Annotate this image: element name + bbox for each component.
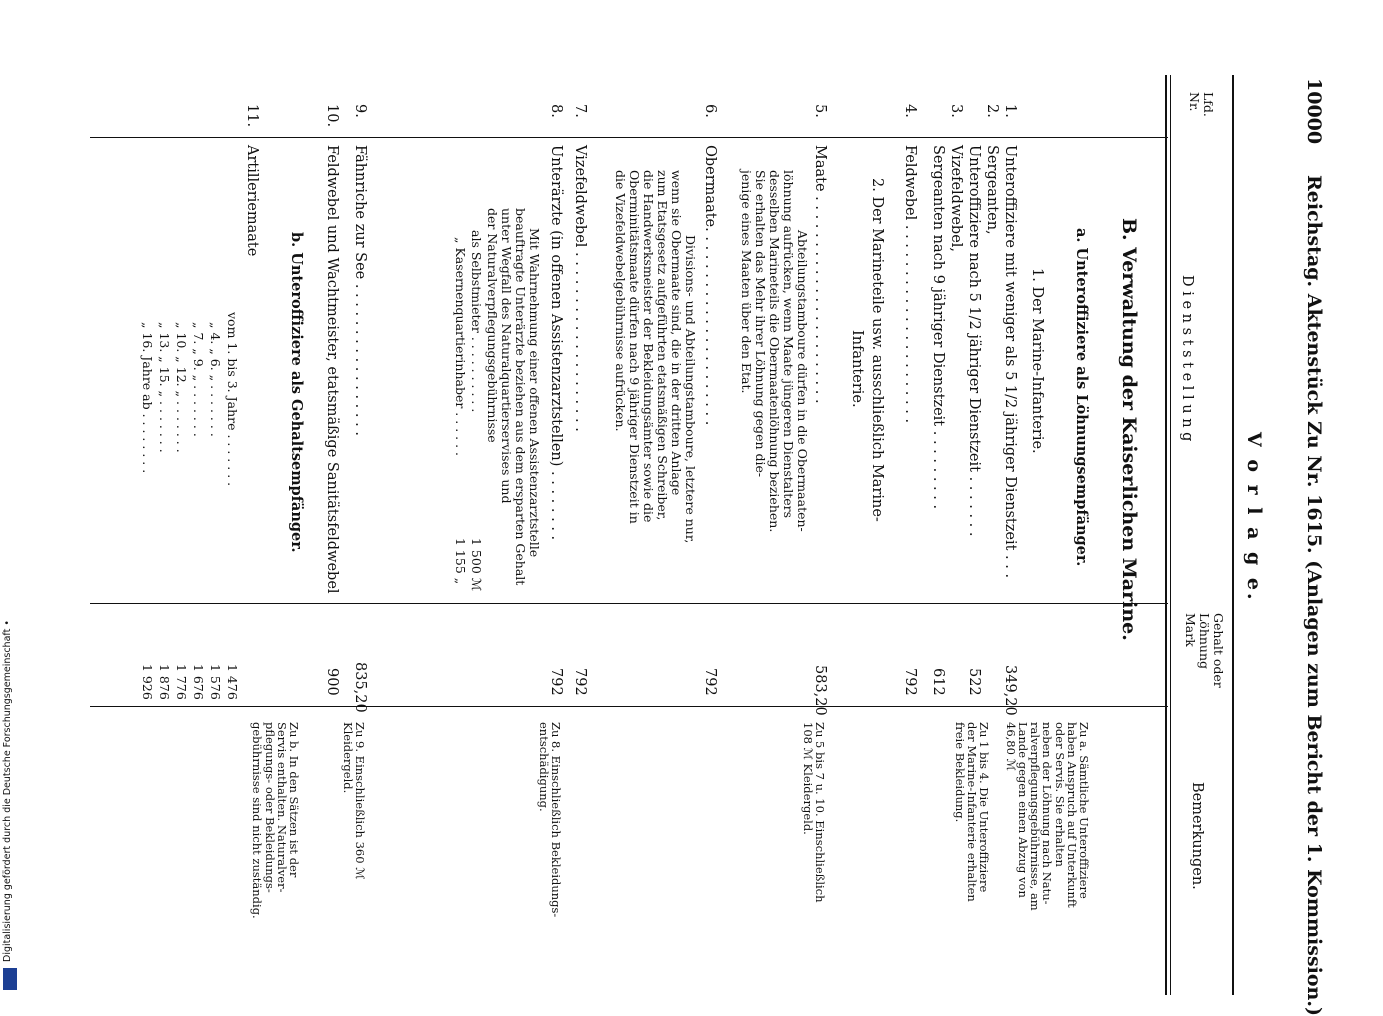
subsection-a1: 1. Der Marine-Infanterie. <box>1029 268 1045 454</box>
row-6-note-line: Divisions- und Abteilungstamboure, letztere nur, <box>683 235 698 544</box>
row-6-text: Obermaate. . . . . . . . . . . . . . . . . . . . . . <box>702 145 718 426</box>
row-11-grade-label: „ 7. „ 9. „ . . . . . . . <box>191 322 206 437</box>
row-8-sub-label: als Selbstmieter . . . . . . . . . . <box>469 230 484 413</box>
section-title: B. Verwaltung der Kaiserlichen Marine. <box>1118 218 1140 641</box>
row-8-note-line: unter Wegfall des Naturalquartierservises und <box>499 208 514 504</box>
row-4-value: 792 <box>902 668 918 696</box>
remark-line: Zu 1 bis 4. Die Unteroffiziere <box>977 722 991 893</box>
subsection-a2-line2: Infanterie. <box>849 330 865 408</box>
remark-line: pflegungs- oder Bekleidungs- <box>262 722 277 893</box>
row-5-note-line: jenige eines Maaten über den Etat. <box>739 170 754 394</box>
row-11-grade-label: „ 16. Jahre ab . . . . . . . . <box>140 322 155 474</box>
row-6-nr: 6. <box>702 104 718 118</box>
remark-line: oder Servis. Sie erhalten <box>1052 722 1067 867</box>
page-title: Reichstag. Aktenstück Zu Nr. 1615. (Anlagen zum Bericht der 1. Kommission.) <box>1303 175 1325 1016</box>
doc-label: V o r l a g e. <box>1243 432 1265 603</box>
row-1-text: Unteroffiziere mit weniger als 5 1/2 jähriger Dienstzeit . . . <box>1002 145 1018 579</box>
row-8-sub-label: „ Kasernenquartierinhaber . . . . . . <box>453 237 468 457</box>
subsection-a: a. Unteroffiziere als Löhnungsempfänger. <box>1073 228 1090 567</box>
remark-line: ralverpflegungsgebührnisse, am <box>1028 722 1043 911</box>
row-4-nr: 4. <box>902 104 918 118</box>
page-number: 10000 <box>1303 78 1325 145</box>
footer-credit: Digitalisierung gefördert durch die Deutsche Forschungsgemeinschaft • <box>2 620 13 962</box>
row-2-nr: 2. <box>984 104 1000 118</box>
row-8-note-line: der Naturalverpflegungsgebührnisse <box>485 208 500 443</box>
row-11-grade-label: vom 1. bis 3. Jahre . . . . . . . <box>225 312 240 487</box>
row-7-nr: 7. <box>572 104 588 118</box>
remark-5-7 <box>802 722 826 903</box>
row-6-note-line: Oberminitätsmaate dürfen nach 9 jähriger Dienstzeit in <box>627 170 642 524</box>
row-2-text: Sergeanten, <box>984 145 1000 235</box>
row-6-value: 792 <box>702 668 718 696</box>
row-5-note-line: desselben Marineteils die Obermaatenlöhnung beziehen. <box>767 170 782 533</box>
row-5-note-line: löhnung aufrücken, wenn Maate jüngeren Dienstalters <box>781 170 796 519</box>
table-outer-rule <box>1170 75 1171 995</box>
remark-9 <box>342 722 366 880</box>
row-7-text: Vizefeldwebel . . . . . . . . . . . . . . . . . . . . <box>572 145 588 432</box>
remark-line: Zu 8. Einschließlich Bekleidungs- <box>549 722 563 918</box>
row-11-grade-value: 1 776 <box>174 664 189 700</box>
row-3-text-2: Sergeanten nach 9 jähriger Dienstzeit . . . . . . . . . <box>930 145 946 510</box>
remark-line: der Marine-Infanterie erhalten <box>964 722 979 902</box>
remark-line: haben Anspruch auf Unterkunft <box>1064 722 1079 908</box>
remark-line: Zu 5 bis 7 u. 10. Einschließlich <box>813 722 827 903</box>
row-11-grade-value: 1 676 <box>191 664 206 700</box>
row-6-note-line: die Handwerksmeister der Bekleidungsämter sowie die <box>641 170 656 523</box>
remark-1-4 <box>953 722 990 902</box>
subsection-a2-line1: 2. Der Marineteile usw. ausschließlich Marine- <box>869 178 885 522</box>
row-8-value: 792 <box>548 668 564 696</box>
col-header-lfd-nr: Lfd. Nr. <box>1187 92 1216 117</box>
remark-line: Zu 9. Einschließlich 360 ℳ <box>353 722 367 880</box>
row-10-nr: 10. <box>324 104 340 128</box>
remark-line: neben der Löhnung nach Natu- <box>1040 722 1055 905</box>
nr-column-rule <box>90 137 1168 138</box>
col-header-gehalt: Gehalt oder Löhnung Mark <box>1183 613 1226 688</box>
row-11-text: Artilleriemaate <box>244 145 260 257</box>
row-11-grade-label: „ 13. „ 15. „ . . . . . . . <box>157 322 172 453</box>
row-5-note-line: Abteilungstamboure dürfen in die Obermaaten- <box>795 230 810 532</box>
col-header-dienststellung: D i e n s t s t e l l u n g <box>1179 275 1195 442</box>
remark-line: Lande gegen einen Abzug von <box>1015 722 1030 898</box>
row-9-nr: 9. <box>352 104 368 118</box>
remark-line: 108 ℳ Kleidergeld. <box>800 722 815 835</box>
row-11-nr: 11. <box>244 104 260 128</box>
row-11-grade-value: 1 576 <box>208 664 223 700</box>
row-2-value: 522 <box>966 668 982 696</box>
value-column-rule-left <box>90 603 1168 604</box>
row-8-sub-amount: 1 155 „ <box>453 538 468 585</box>
row-9-text: Fähnriche zur See . . . . . . . . . . . . . . . . . <box>352 145 368 436</box>
remark-line: Kleidergeld. <box>340 722 355 794</box>
row-8-sub-amount: 1 500 ℳ <box>469 538 484 592</box>
row-6-note-line: die Vizefeldwebelgebührnisse aufrücken. <box>613 170 628 432</box>
row-3-text: Vizefeldwebel, <box>948 145 964 253</box>
remark-line: Zu b. In den Sätzen ist der <box>287 722 301 878</box>
remark-b <box>251 722 300 919</box>
row-8-note-line: beauftragte Unterärzte beziehen aus dem ersparten Gehalt <box>513 208 528 586</box>
row-5-nr: 5. <box>812 104 828 118</box>
row-11-grade-label: „ 10. „ 12. „ . . . . . . . <box>174 322 189 453</box>
remark-line: freie Bekleidung. <box>952 722 967 823</box>
row-8-text: Unterärzte (in offenen Assistenzarztstellen) . . . . . . . . <box>548 145 564 541</box>
row-11-grade-value: 1 876 <box>157 664 172 700</box>
subsection-b: b. Unteroffiziere als Gehaltsempfänger. <box>288 232 305 553</box>
row-3-nr: 3. <box>948 104 964 118</box>
row-10-text: Feldwebel und Wachtmeister, etatsmäßige Sanitätsfeldwebel <box>324 145 340 594</box>
row-11-grade-value: 1 476 <box>225 664 240 700</box>
col-header-bemerkungen: Bemerkungen. <box>1189 782 1205 890</box>
row-7-value: 792 <box>572 668 588 696</box>
row-2-text-2: Unteroffiziere nach 5 1/2 jähriger Dienstzeit . . . . . . . <box>966 145 982 537</box>
remark-line: Servis enthalten. Naturalver- <box>274 722 289 893</box>
row-11-grade-label: „ 4. „ 6. „ . . . . . . . <box>208 322 223 437</box>
row-1-nr: 1. <box>1002 104 1018 118</box>
row-5-note-line: Sie erhalten das Mehr ihrer Löhnung gegen die- <box>753 170 768 478</box>
column-header-rule <box>1165 75 1167 995</box>
row-3-value: 612 <box>930 668 946 696</box>
row-6-note-line: zum Etatsgesetz aufgeführten etatsmäßigen Schreiber, <box>655 170 670 521</box>
row-4-text: Feldwebel . . . . . . . . . . . . . . . . . . . . . . <box>902 145 918 424</box>
row-8-nr: 8. <box>548 104 564 118</box>
remark-8 <box>538 722 562 917</box>
row-5-text: Maate . . . . . . . . . . . . . . . . . . . . . . . <box>812 145 828 404</box>
row-9-value: 835,20 <box>352 662 368 713</box>
remark-line: Zu a. Sämtliche Unteroffiziere <box>1077 722 1091 899</box>
remark-line: 46,80 ℳ <box>1003 722 1018 771</box>
row-1-value: 349,20 <box>1002 665 1018 716</box>
remark-line: gebührnisse sind nicht zuständig. <box>250 722 265 919</box>
row-10-value: 900 <box>324 668 340 696</box>
dfg-logo <box>3 968 17 990</box>
row-5-value: 583,20 <box>812 665 828 716</box>
row-8-note-line: Mit Wahrnehmung einer offenen Assistenzarztstelle <box>527 228 542 558</box>
row-6-note-line: wenn sie Obermaate sind, die in der dritten Anlage <box>669 170 684 496</box>
header-rule <box>1232 75 1234 995</box>
remark-line: entschädigung. <box>536 722 551 812</box>
remark-a <box>1005 722 1090 911</box>
row-11-grade-value: 1 926 <box>140 664 155 700</box>
